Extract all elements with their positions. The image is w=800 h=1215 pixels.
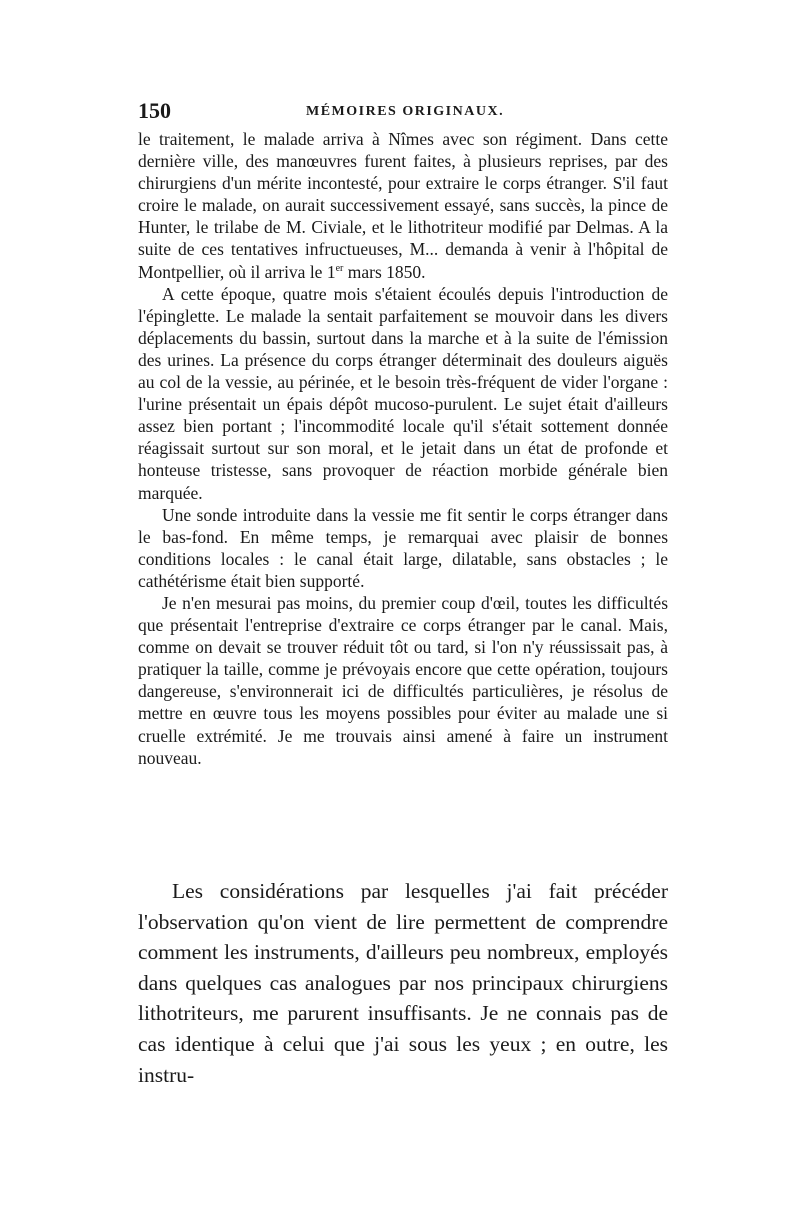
paragraph-1	[138, 128, 668, 283]
page-header	[138, 98, 666, 126]
paragraph-3: Une sonde introduite dans la vessie me fit sentir le corps étranger dans le bas-fond. En même temps, je remarquai avec plaisir de bonnes conditions locales : le canal était large, dilatable, sans obstacles ; le cathétérisme était bien supporté.	[138, 504, 668, 591]
body-text	[138, 128, 668, 769]
paragraph-1-text: le traitement, le malade arriva à Nîmes avec son régiment. Dans cette dernière ville, des manœuvres furent faites, à plusieurs reprises, par des chirurgiens d'un mérite incontesté, pour extraire le corps étranger. S'il faut croire le malade, on aurait successivement essayé, sans succès, la pince de Hunter, le trilabe de M. Civiale, et le lithotriteur modifié par Delmas. A la suite de ces tentatives infructueuses, M... demanda à venir à l'hôpital de Montpellier, où il arriva le 1	[138, 129, 668, 282]
paragraph-1-text-end: mars 1850.	[343, 261, 426, 282]
paragraph-2: A cette époque, quatre mois s'étaient écoulés depuis l'introduction de l'épinglette. Le malade la sentait parfaitement se mouvoir dans les divers déplacements du bassin, surtout dans la marche et à la suite de l'émission des urines. La présence du corps étranger déterminait des douleurs aiguës au col de la vessie, au périnée, et le besoin très-fréquent de vider l'organe : l'urine présentait un épais dépôt mucoso-purulent. Le sujet était d'ailleurs assez bien portant ; l'incommodité locale qu'il s'était sottement donnée réagissait surtout sur son moral, et le jetait dans un état de profonde et honteuse tristesse, sans provoquer de réaction morbide générale bien marquée.	[138, 283, 668, 503]
paragraph-4: Je n'en mesurai pas moins, du premier coup d'œil, toutes les difficultés que présentait l'entreprise d'extraire ce corps étranger par le canal. Mais, comme on devait se trouver réduit tôt ou tard, si l'on n'y réussissait pas, à pratiquer la taille, comme je prévoyais encore que cette opération, toujours dangereuse, s'environnerait ici de difficultés particulières, je résolus de mettre en œuvre tous les moyens possibles pour éviter au malade une si cruelle extrémité. Je me trouvais ainsi amené à faire un instrument nouveau.	[138, 592, 668, 768]
large-paragraph: Les considérations par lesquelles j'ai fait précéder l'observation qu'on vient de lire permettent de comprendre comment les instruments, d'ailleurs peu nombreux, employés dans quelques cas analogues par nos principaux chirurgiens lithotriteurs, me parurent insuffisants. Je ne connais pas de cas identique à celui que j'ai sous les yeux ; en outre, les instru-	[138, 879, 668, 1087]
large-text-section	[138, 876, 668, 1090]
superscript-er: er	[335, 262, 344, 274]
running-title: MÉMOIRES ORIGINAUX.	[306, 104, 505, 119]
page-number: 150	[138, 98, 171, 123]
